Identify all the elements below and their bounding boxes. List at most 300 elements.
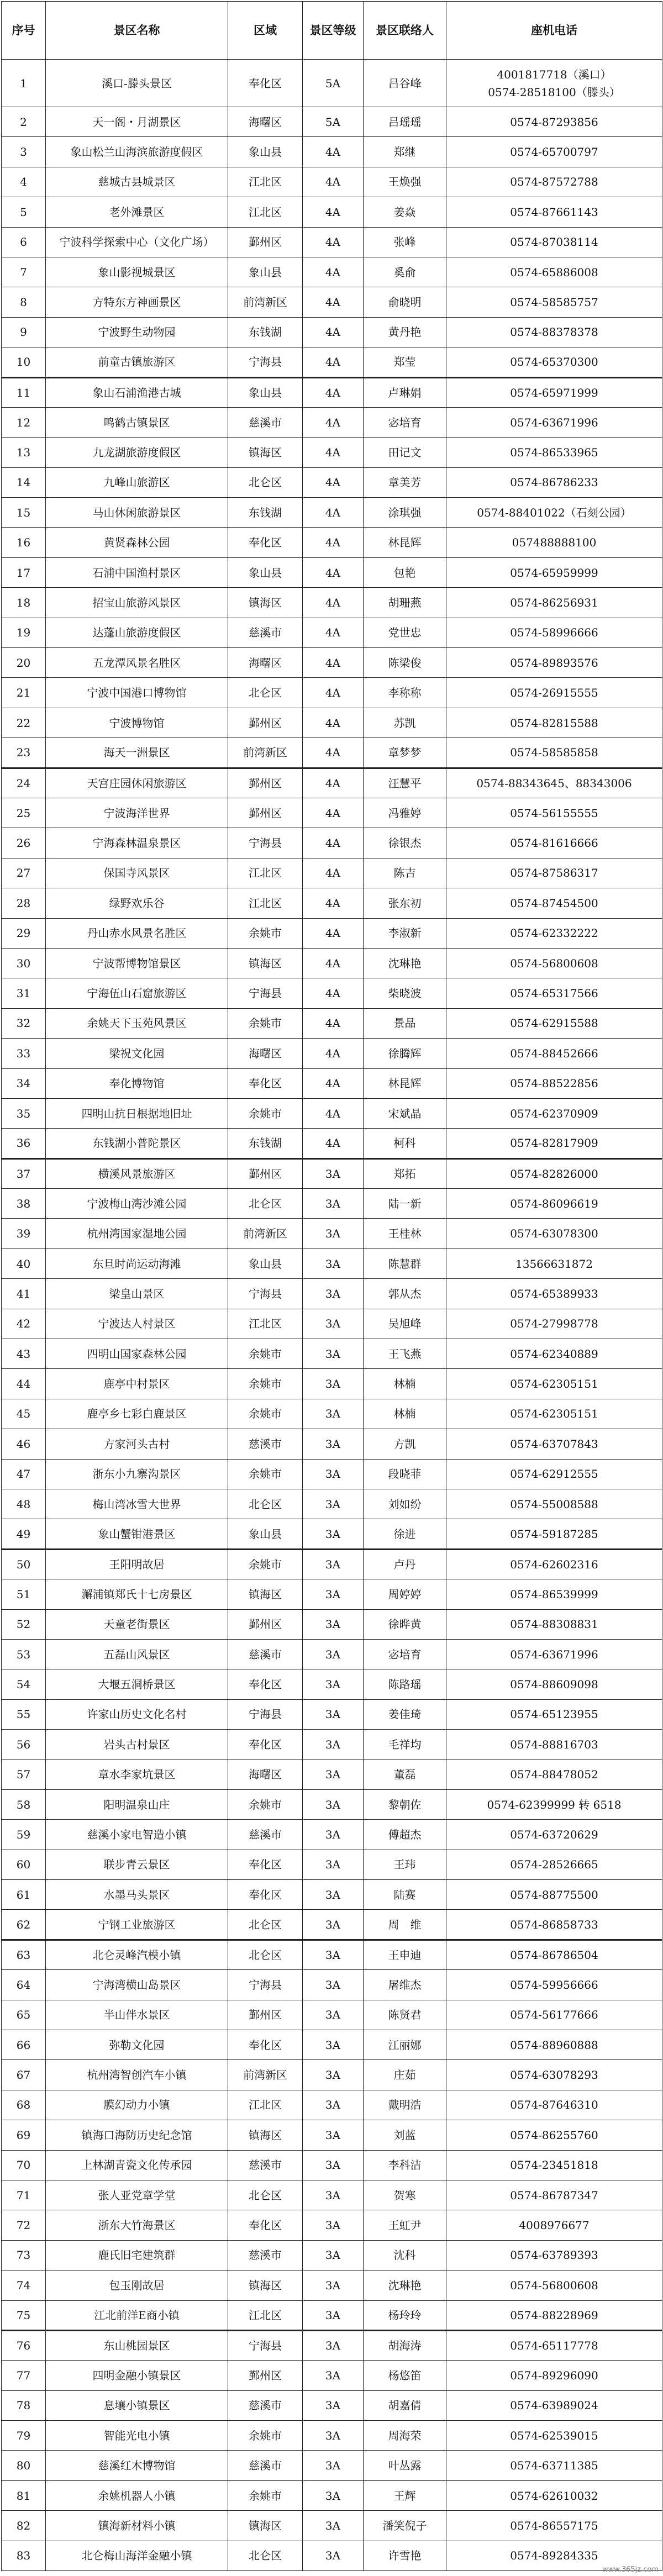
cell-scenic-name: 宁钢工业旅游区	[46, 1910, 228, 1940]
cell-district: 东钱湖	[228, 317, 303, 347]
cell-index: 35	[2, 1098, 46, 1128]
cell-phone: 0574-65971999	[446, 377, 662, 407]
cell-index: 83	[2, 2541, 46, 2570]
cell-district: 奉化区	[228, 2210, 303, 2240]
cell-contact-person: 陈吉	[364, 858, 446, 888]
cell-district: 余姚市	[228, 2480, 303, 2510]
cell-contact-person: 杨玲玲	[364, 2300, 446, 2330]
cell-scenic-name: 天一阁・月湖景区	[46, 107, 228, 137]
cell-index: 6	[2, 227, 46, 257]
cell-contact-person: 黎朝佐	[364, 1789, 446, 1819]
cell-scenic-name: 半山伴水景区	[46, 2000, 228, 2030]
cell-grade: 3A	[303, 1910, 364, 1940]
cell-scenic-name: 上林湖青瓷文化传承园	[46, 2150, 228, 2180]
cell-contact-person: 张峰	[364, 227, 446, 257]
cell-grade: 4A	[303, 678, 364, 708]
cell-grade: 3A	[303, 1579, 364, 1609]
cell-index: 52	[2, 1609, 46, 1639]
cell-district: 海曙区	[228, 1760, 303, 1789]
cell-contact-person: 庄茹	[364, 2060, 446, 2090]
cell-contact-person: 王辉	[364, 2480, 446, 2510]
cell-district: 海曙区	[228, 1039, 303, 1068]
cell-grade: 3A	[303, 2541, 364, 2570]
cell-phone: 0574-27998778	[446, 1309, 662, 1339]
cell-grade: 3A	[303, 2421, 364, 2451]
table-row	[2, 1970, 662, 2000]
cell-grade: 3A	[303, 1219, 364, 1249]
cell-scenic-name: 阳明温泉山庄	[46, 1789, 228, 1819]
cell-phone: 0574-65700797	[446, 137, 662, 167]
cell-grade: 4A	[303, 227, 364, 257]
table-row	[2, 107, 662, 137]
cell-grade: 3A	[303, 2210, 364, 2240]
cell-district: 象山县	[228, 1519, 303, 1549]
cell-district: 慈溪市	[228, 1429, 303, 1459]
cell-phone: 0574-82826000	[446, 1158, 662, 1188]
cell-phone: 0574-63671996	[446, 407, 662, 437]
cell-index: 58	[2, 1789, 46, 1819]
cell-district: 象山县	[228, 257, 303, 287]
cell-grade: 3A	[303, 1940, 364, 1969]
cell-phone: 13566631872	[446, 1249, 662, 1278]
cell-contact-person: 胡海涛	[364, 2330, 446, 2360]
table-row	[2, 2240, 662, 2270]
cell-index: 55	[2, 1699, 46, 1729]
cell-contact-person: 周婷婷	[364, 1579, 446, 1609]
table-row	[2, 2120, 662, 2150]
cell-index: 39	[2, 1219, 46, 1249]
cell-district: 奉化区	[228, 1730, 303, 1760]
cell-grade: 3A	[303, 2480, 364, 2510]
table-row	[2, 557, 662, 587]
table-row	[2, 828, 662, 858]
cell-contact-person: 许雪艳	[364, 2541, 446, 2570]
header-district: 区域	[228, 2, 303, 60]
cell-phone: 0574-62602316	[446, 1549, 662, 1579]
cell-index: 19	[2, 618, 46, 647]
cell-district: 慈溪市	[228, 2240, 303, 2270]
cell-grade: 3A	[303, 1730, 364, 1760]
cell-contact-person: 林昆辉	[364, 1068, 446, 1098]
cell-contact-person: 王玮	[364, 1850, 446, 1879]
cell-contact-person: 董磊	[364, 1760, 446, 1789]
cell-district: 海曙区	[228, 648, 303, 678]
cell-grade: 3A	[303, 2060, 364, 2090]
cell-grade: 3A	[303, 2271, 364, 2300]
cell-index: 64	[2, 1970, 46, 2000]
cell-grade: 4A	[303, 738, 364, 768]
cell-scenic-name: 慈城古县城景区	[46, 167, 228, 197]
cell-district: 慈溪市	[228, 2150, 303, 2180]
cell-phone: 0574-26915555	[446, 678, 662, 708]
cell-scenic-name: 宁海伍山石窟旅游区	[46, 978, 228, 1008]
cell-contact-person: 江丽娜	[364, 2030, 446, 2060]
cell-grade: 3A	[303, 1970, 364, 2000]
cell-phone: 0574-56800608	[446, 948, 662, 978]
table-row	[2, 1760, 662, 1789]
table-row	[2, 1129, 662, 1158]
cell-phone: 0574-59187285	[446, 1519, 662, 1549]
cell-grade: 3A	[303, 1399, 364, 1429]
cell-district: 镇海区	[228, 588, 303, 618]
cell-grade: 3A	[303, 1699, 364, 1729]
cell-grade: 4A	[303, 618, 364, 647]
cell-index: 18	[2, 588, 46, 618]
cell-grade: 3A	[303, 2240, 364, 2270]
table-row	[2, 768, 662, 798]
cell-contact-person: 胡嘉倩	[364, 2390, 446, 2420]
cell-scenic-name: 包玉刚故居	[46, 2271, 228, 2300]
cell-district: 鄞州区	[228, 227, 303, 257]
table-row	[2, 2390, 662, 2420]
cell-contact-person: 柯科	[364, 1129, 446, 1158]
cell-scenic-name: 北仑梅山海洋金融小镇	[46, 2541, 228, 2570]
cell-contact-person: 贺寒	[364, 2180, 446, 2210]
cell-grade: 3A	[303, 2180, 364, 2210]
cell-contact-person: 王焕强	[364, 167, 446, 197]
cell-scenic-name: 绿野欢乐谷	[46, 888, 228, 918]
cell-contact-person: 刘如纷	[364, 1489, 446, 1519]
cell-phone: 0574-86786504	[446, 1940, 662, 1969]
cell-scenic-name: 丹山赤水风景名胜区	[46, 918, 228, 948]
cell-grade: 3A	[303, 1309, 364, 1339]
cell-scenic-name: 宁波博物馆	[46, 708, 228, 737]
table-row	[2, 2000, 662, 2030]
cell-scenic-name: 溪口-滕头景区	[46, 60, 228, 107]
cell-index: 10	[2, 347, 46, 377]
cell-index: 7	[2, 257, 46, 287]
cell-grade: 4A	[303, 347, 364, 377]
table-row	[2, 1639, 662, 1669]
cell-phone: 0574-62539015	[446, 2421, 662, 2451]
cell-index: 23	[2, 738, 46, 768]
table-row	[2, 858, 662, 888]
table-row	[2, 197, 662, 227]
table-row	[2, 2511, 662, 2541]
cell-contact-person: 宋斌晶	[364, 1098, 446, 1128]
cell-scenic-name: 大堰五洞桥景区	[46, 1669, 228, 1699]
cell-grade: 3A	[303, 1459, 364, 1489]
cell-phone: 0574-65123955	[446, 1699, 662, 1729]
cell-scenic-name: 前童古镇旅游区	[46, 347, 228, 377]
cell-phone: 0574-23451818	[446, 2150, 662, 2180]
cell-index: 15	[2, 498, 46, 528]
cell-scenic-name: 浙东小九寨沟景区	[46, 1459, 228, 1489]
cell-index: 8	[2, 287, 46, 317]
table-row	[2, 918, 662, 948]
cell-contact-person: 王飞燕	[364, 1339, 446, 1369]
cell-phone: 0574-62340889	[446, 1339, 662, 1369]
table-row	[2, 498, 662, 528]
table-row	[2, 708, 662, 737]
cell-index: 22	[2, 708, 46, 737]
cell-district: 东钱湖	[228, 1129, 303, 1158]
cell-district: 宁海县	[228, 347, 303, 377]
cell-index: 82	[2, 2511, 46, 2541]
cell-contact-person: 徐晔黄	[364, 1609, 446, 1639]
cell-grade: 3A	[303, 2000, 364, 2030]
cell-scenic-name: 五龙潭风景名胜区	[46, 648, 228, 678]
cell-index: 47	[2, 1459, 46, 1489]
cell-grade: 3A	[303, 2390, 364, 2420]
table-row	[2, 2180, 662, 2210]
cell-district: 奉化区	[228, 60, 303, 107]
table-row	[2, 1068, 662, 1098]
cell-grade: 4A	[303, 528, 364, 557]
cell-scenic-name: 宁海森林温泉景区	[46, 828, 228, 858]
table-row	[2, 648, 662, 678]
cell-scenic-name: 镇海新材料小镇	[46, 2511, 228, 2541]
cell-index: 43	[2, 1339, 46, 1369]
cell-grade: 4A	[303, 588, 364, 618]
cell-index: 27	[2, 858, 46, 888]
cell-contact-person: 陆赛	[364, 1880, 446, 1910]
cell-scenic-name: 梅山湾冰雪大世界	[46, 1489, 228, 1519]
cell-contact-person: 戴明浩	[364, 2090, 446, 2120]
cell-scenic-name: 膜幻动力小镇	[46, 2090, 228, 2120]
table-row	[2, 60, 662, 107]
cell-district: 江北区	[228, 888, 303, 918]
cell-index: 29	[2, 918, 46, 948]
table-row	[2, 738, 662, 768]
cell-district: 宁海县	[228, 978, 303, 1008]
table-row	[2, 1309, 662, 1339]
cell-phone: 0574-87572788	[446, 167, 662, 197]
cell-scenic-name: 四明金融小镇景区	[46, 2361, 228, 2390]
cell-district: 江北区	[228, 858, 303, 888]
cell-scenic-name: 章水李家坑景区	[46, 1760, 228, 1789]
table-row	[2, 2480, 662, 2510]
cell-contact-person: 宓培育	[364, 1639, 446, 1669]
cell-contact-person: 张东初	[364, 888, 446, 918]
cell-district: 前湾新区	[228, 1219, 303, 1249]
cell-scenic-name: 海天一洲景区	[46, 738, 228, 768]
cell-scenic-name: 象山石浦渔港古城	[46, 377, 228, 407]
cell-index: 50	[2, 1549, 46, 1579]
cell-contact-person: 景晶	[364, 1008, 446, 1038]
table-row	[2, 317, 662, 347]
table-row	[2, 1489, 662, 1519]
cell-contact-person: 徐腾辉	[364, 1039, 446, 1068]
cell-grade: 4A	[303, 828, 364, 858]
cell-grade: 3A	[303, 1850, 364, 1879]
cell-district: 镇海区	[228, 2271, 303, 2300]
cell-contact-person: 姜焱	[364, 197, 446, 227]
table-row	[2, 978, 662, 1008]
cell-contact-person: 沈琳艳	[364, 2271, 446, 2300]
cell-grade: 3A	[303, 1429, 364, 1459]
cell-contact-person: 姜佳琦	[364, 1699, 446, 1729]
cell-scenic-name: 梁皇山景区	[46, 1279, 228, 1309]
cell-phone: 0574-88308831	[446, 1609, 662, 1639]
cell-phone: 4008976677	[446, 2210, 662, 2240]
cell-scenic-name: 梁祝文化园	[46, 1039, 228, 1068]
table-row	[2, 1850, 662, 1879]
cell-index: 78	[2, 2390, 46, 2420]
cell-phone: 0574-63078293	[446, 2060, 662, 2090]
cell-contact-person: 王桂林	[364, 1219, 446, 1249]
cell-index: 65	[2, 2000, 46, 2030]
cell-contact-person: 段晓菲	[364, 1459, 446, 1489]
cell-grade: 3A	[303, 1760, 364, 1789]
cell-phone: 0574-88960888	[446, 2030, 662, 2060]
cell-district: 慈溪市	[228, 618, 303, 647]
cell-scenic-name: 浙东大竹海景区	[46, 2210, 228, 2240]
cell-phone: 0574-87293856	[446, 107, 662, 137]
table-row	[2, 1219, 662, 1249]
table-row	[2, 2271, 662, 2300]
cell-scenic-name: 保国寺风景区	[46, 858, 228, 888]
cell-grade: 5A	[303, 107, 364, 137]
cell-grade: 4A	[303, 948, 364, 978]
cell-index: 53	[2, 1639, 46, 1669]
table-row	[2, 257, 662, 287]
cell-district: 鄞州区	[228, 1158, 303, 1188]
cell-contact-person: 黄丹艳	[364, 317, 446, 347]
cell-district: 鄞州区	[228, 798, 303, 828]
cell-index: 72	[2, 2210, 46, 2240]
cell-scenic-name: 岩头古村景区	[46, 1730, 228, 1760]
cell-contact-person: 俞晓明	[364, 287, 446, 317]
cell-scenic-name: 宁波科学探索中心（文化广场）	[46, 227, 228, 257]
cell-phone: 0574-65389933	[446, 1279, 662, 1309]
header-contact-person: 景区联络人	[364, 2, 446, 60]
cell-district: 鄞州区	[228, 708, 303, 737]
table-row	[2, 2300, 662, 2330]
cell-grade: 4A	[303, 648, 364, 678]
cell-index: 79	[2, 2421, 46, 2451]
cell-district: 余姚市	[228, 2421, 303, 2451]
cell-grade: 3A	[303, 2511, 364, 2541]
cell-scenic-name: 象山蟹钳港景区	[46, 1519, 228, 1549]
cell-index: 32	[2, 1008, 46, 1038]
cell-index: 60	[2, 1850, 46, 1879]
cell-contact-person: 卢琳娟	[364, 377, 446, 407]
cell-contact-person: 苏凯	[364, 708, 446, 737]
cell-index: 30	[2, 948, 46, 978]
cell-phone: 0574-88452666	[446, 1039, 662, 1068]
cell-district: 镇海区	[228, 948, 303, 978]
cell-index: 9	[2, 317, 46, 347]
cell-scenic-name: 江北前洋E商小镇	[46, 2300, 228, 2330]
cell-index: 21	[2, 678, 46, 708]
cell-index: 37	[2, 1158, 46, 1188]
cell-scenic-name: 余姚机器人小镇	[46, 2480, 228, 2510]
cell-district: 余姚市	[228, 1549, 303, 1579]
cell-index: 56	[2, 1730, 46, 1760]
cell-district: 奉化区	[228, 1669, 303, 1699]
cell-grade: 3A	[303, 1249, 364, 1278]
cell-contact-person: 郑莹	[364, 347, 446, 377]
cell-contact-person: 吴旭峰	[364, 1309, 446, 1339]
cell-phone: 0574-86096619	[446, 1189, 662, 1219]
cell-scenic-name: 老外滩景区	[46, 197, 228, 227]
cell-phone: 0574-88343645、88343006	[446, 768, 662, 798]
cell-scenic-name: 鹿亭中村景区	[46, 1369, 228, 1399]
cell-index: 54	[2, 1669, 46, 1699]
table-row	[2, 1008, 662, 1038]
cell-contact-person: 宓培育	[364, 407, 446, 437]
table-row	[2, 1519, 662, 1549]
cell-contact-person: 陈梁俊	[364, 648, 446, 678]
cell-district: 奉化区	[228, 1880, 303, 1910]
cell-phone: 0574-88228969	[446, 2300, 662, 2330]
cell-contact-person: 李科洁	[364, 2150, 446, 2180]
cell-index: 31	[2, 978, 46, 1008]
cell-district: 余姚市	[228, 1369, 303, 1399]
cell-phone: 0574-56155555	[446, 798, 662, 828]
cell-district: 奉化区	[228, 1068, 303, 1098]
cell-district: 奉化区	[228, 1850, 303, 1879]
cell-scenic-name: 鸣鹤古镇景区	[46, 407, 228, 437]
cell-grade: 3A	[303, 2150, 364, 2180]
cell-phone: 0574-63671996	[446, 1639, 662, 1669]
cell-contact-person: 冯雅婷	[364, 798, 446, 828]
table-row	[2, 1549, 662, 1579]
cell-district: 慈溪市	[228, 1820, 303, 1850]
cell-grade: 4A	[303, 708, 364, 737]
cell-contact-person: 王虹尹	[364, 2210, 446, 2240]
cell-phone: 0574-62399999 转 6518	[446, 1789, 662, 1819]
table-row	[2, 678, 662, 708]
table-row	[2, 1609, 662, 1639]
cell-phone: 0574-87646310	[446, 2090, 662, 2120]
cell-contact-person: 陆一新	[364, 1189, 446, 1219]
table-row	[2, 1789, 662, 1819]
scenic-area-table	[1, 1, 662, 2571]
cell-phone: 0574-87586317	[446, 858, 662, 888]
cell-phone: 0574-89893576	[446, 648, 662, 678]
cell-district: 北仑区	[228, 678, 303, 708]
cell-index: 25	[2, 798, 46, 828]
cell-phone: 0574-86557175	[446, 2511, 662, 2541]
cell-phone: 0574-63078300	[446, 1219, 662, 1249]
cell-grade: 3A	[303, 1189, 364, 1219]
cell-index: 2	[2, 107, 46, 137]
table-row	[2, 1249, 662, 1278]
cell-district: 前湾新区	[228, 287, 303, 317]
cell-index: 68	[2, 2090, 46, 2120]
cell-contact-person: 吕谷峰	[364, 60, 446, 107]
cell-phone: 0574-88775500	[446, 1880, 662, 1910]
cell-index: 59	[2, 1820, 46, 1850]
table-row	[2, 438, 662, 467]
cell-district: 象山县	[228, 557, 303, 587]
cell-contact-person: 郭从杰	[364, 1279, 446, 1309]
cell-grade: 3A	[303, 1519, 364, 1549]
table-row	[2, 1820, 662, 1850]
cell-phone: 0574-86786233	[446, 467, 662, 497]
cell-phone: 0574-65886008	[446, 257, 662, 287]
cell-index: 70	[2, 2150, 46, 2180]
cell-contact-person: 周海荣	[364, 2421, 446, 2451]
cell-grade: 3A	[303, 1158, 364, 1188]
cell-scenic-name: 弥勒文化园	[46, 2030, 228, 2060]
cell-index: 66	[2, 2030, 46, 2060]
cell-grade: 3A	[303, 1279, 364, 1309]
cell-district: 象山县	[228, 1249, 303, 1278]
cell-district: 江北区	[228, 1309, 303, 1339]
cell-contact-person: 卢丹	[364, 1549, 446, 1579]
cell-scenic-name: 九峰山旅游区	[46, 467, 228, 497]
cell-phone: 0574-63711385	[446, 2451, 662, 2480]
cell-contact-person: 李淑新	[364, 918, 446, 948]
cell-grade: 4A	[303, 1098, 364, 1128]
cell-phone: 0574-63789393	[446, 2240, 662, 2270]
cell-index: 69	[2, 2120, 46, 2150]
cell-scenic-name: 达蓬山旅游度假区	[46, 618, 228, 647]
cell-phone: 0574-62370909	[446, 1098, 662, 1128]
